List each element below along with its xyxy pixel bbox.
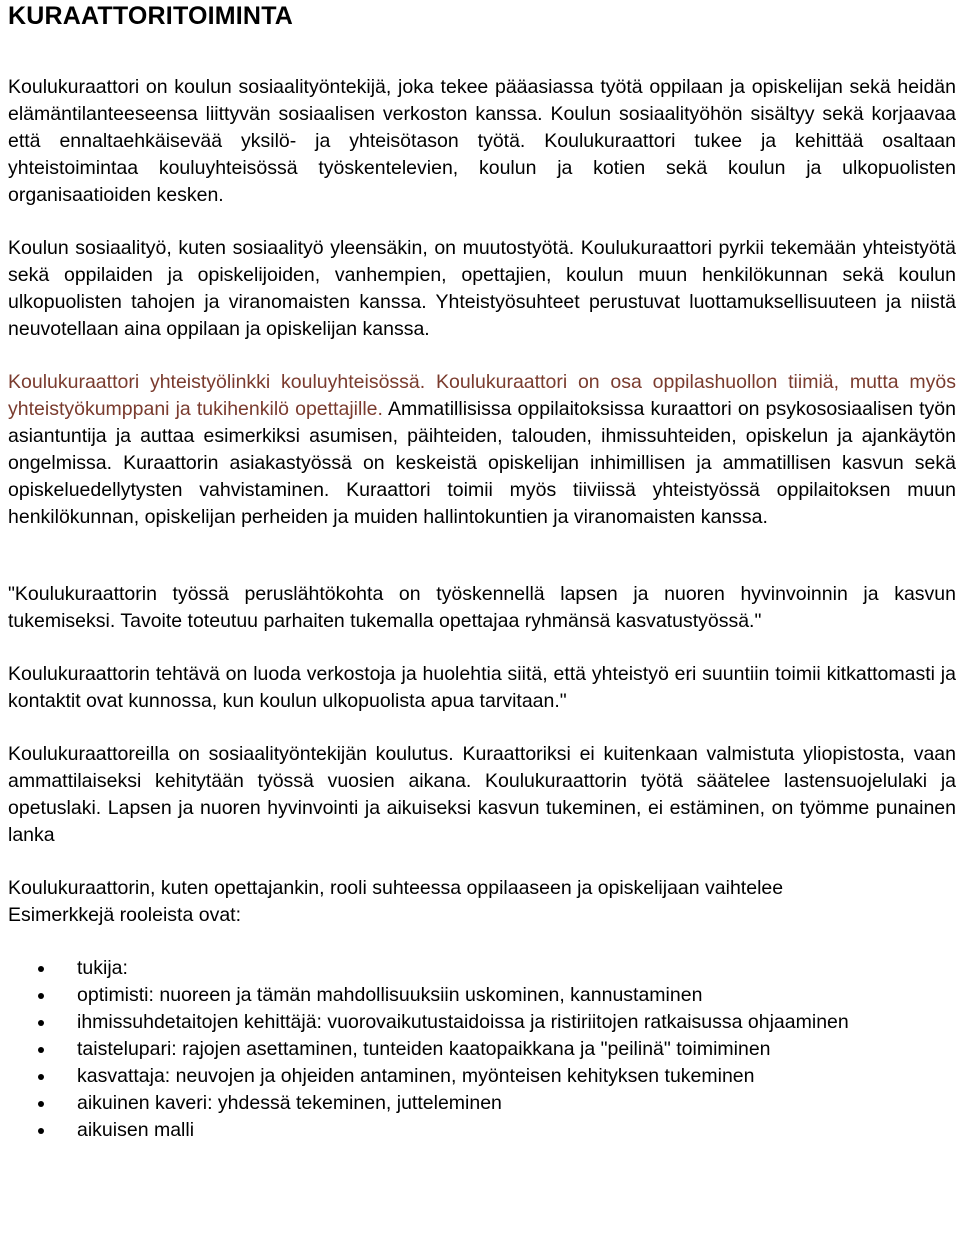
paragraph-collaboration <box>8 369 956 531</box>
list-item <box>8 1117 927 1144</box>
list-item <box>8 1090 927 1117</box>
list-item-text: taistelupari: rajojen asettaminen, tunteiden kaatopaikkana ja "peilinä" toimiminen <box>77 1038 771 1060</box>
bullet-icon <box>38 1074 44 1080</box>
document-page <box>8 0 956 1144</box>
list-item <box>8 1036 927 1063</box>
roles-list <box>8 955 956 1144</box>
bullet-icon <box>38 966 44 972</box>
page-title: KURAATTORITOIMINTA <box>8 2 294 30</box>
paragraph-education: Koulukuraattoreilla on sosiaalityöntekijän koulutus. Kuraattoriksi ei kuitenkaan valmistuta yliopistosta, vaan ammattilaiseksi kehitytään työssä vuosien aikana. Koulukuraattorin työtä säätelee lastensuojelulaki ja opetuslaki. Lapsen ja nuoren hyvinvointi ja aikuiseksi kasvun tukeminen, ei estäminen, on työmme punainen lanka <box>8 743 956 846</box>
bullet-icon <box>38 1101 44 1107</box>
paragraph-collaboration-text: Ammatillisissa oppilaitoksissa kuraattori on psykososiaalisen työn asiantuntija ja auttaa esimerkiksi asumisen, päihteiden, talouden, ihmissuhteiden, opiskelun ja ajankäytön ongelmissa. Kuraattorin asiakastyössä on keskeistä opiskelijan inhimillisen ja ammatillisen kasvun sekä opiskeluedellytysten vahvistaminen. Kuraattori toimii myös tiiviissä yhteistyössä oppilaitoksen muun henkilökunnan, opiskelijan perheiden ja muiden hallintokuntien ja viranomaisten kanssa. <box>8 398 956 528</box>
roles-intro-line-1: Koulukuraattorin, kuten opettajankin, rooli suhteessa oppilaaseen ja opiskelijaan vaihtelee <box>8 877 784 899</box>
paragraph-roles-intro <box>8 875 956 929</box>
list-item-text: optimisti: nuoreen ja tämän mahdollisuuksiin uskominen, kannustaminen <box>77 984 703 1006</box>
paragraph-change-work: Koulun sosiaalityö, kuten sosiaalityö yleensäkin, on muutostyötä. Koulukuraattori pyrkii tekemään yhteistyötä sekä oppilaiden ja opiskelijoiden, vanhempien, opettajien, koulun muun henkilökunnan sekä koulun ulkopuolisten tahojen ja viranomaisten kanssa. Yhteistyösuhteet perustuvat luottamuksellisuuteen ja niistä neuvotellaan aina oppilaan ja opiskelijan kanssa. <box>8 237 956 340</box>
bullet-icon <box>38 1128 44 1134</box>
list-item-text: tukija: <box>77 957 128 979</box>
list-item <box>8 1009 927 1036</box>
paragraph-intro: Koulukuraattori on koulun sosiaalityöntekijä, joka tekee pääasiassa työtä oppilaan ja opiskelijan sekä heidän elämäntilanteeseensa liittyvän sosiaalisen verkoston kanssa. Koulun sosiaalityöhön sisältyy sekä korjaavaa että ennaltaehkäisevää yksilö- ja yhteisötason työtä. Koulukuraattori tukee ja kehittää osaltaan yhteistoimintaa kouluyhteisössä työskentelevien, koulun ja kotien sekä koulun ja ulkopuolisten organisaatioiden kesken. <box>8 76 956 206</box>
bullet-icon <box>38 993 44 999</box>
bullet-icon <box>38 1047 44 1053</box>
list-item <box>8 955 927 982</box>
list-item-text: aikuinen kaveri: yhdessä tekeminen, jutteleminen <box>77 1092 502 1114</box>
paragraph-networks: Koulukuraattorin tehtävä on luoda verkostoja ja huolehtia siitä, että yhteistyö eri suuntiin toimii kitkattomasti ja kontaktit ovat kunnossa, kun koulun ulkopuolista apua tarvitaan." <box>8 663 956 712</box>
quote-paragraph: "Koulukuraattorin työssä peruslähtökohta on työskennellä lapsen ja nuoren hyvinvoinnin ja kasvun tukemiseksi. Tavoite toteutuu parhaiten tukemalla opettajaa ryhmänsä kasvatustyössä." <box>8 583 956 632</box>
list-item <box>8 1063 927 1090</box>
list-item-text: aikuisen malli <box>77 1119 195 1141</box>
highlighted-text: Koulukuraattori yhteistyölinkki kouluyhteisössä. Koulukuraattori on osa oppilashuollon tiimiä, mutta myös yhteistyökumppani ja tukihenkilö opettajille. <box>8 371 956 420</box>
bullet-icon <box>38 1020 44 1026</box>
list-item-text: kasvattaja: neuvojen ja ohjeiden antaminen, myönteisen kehityksen tukeminen <box>77 1065 755 1087</box>
list-item-text: ihmissuhdetaitojen kehittäjä: vuorovaikutustaidoissa ja ristiriitojen ratkaisussa ohjaaminen <box>77 1011 849 1033</box>
roles-intro-line-2: Esimerkkejä rooleista ovat: <box>8 904 242 926</box>
list-item <box>8 982 927 1009</box>
